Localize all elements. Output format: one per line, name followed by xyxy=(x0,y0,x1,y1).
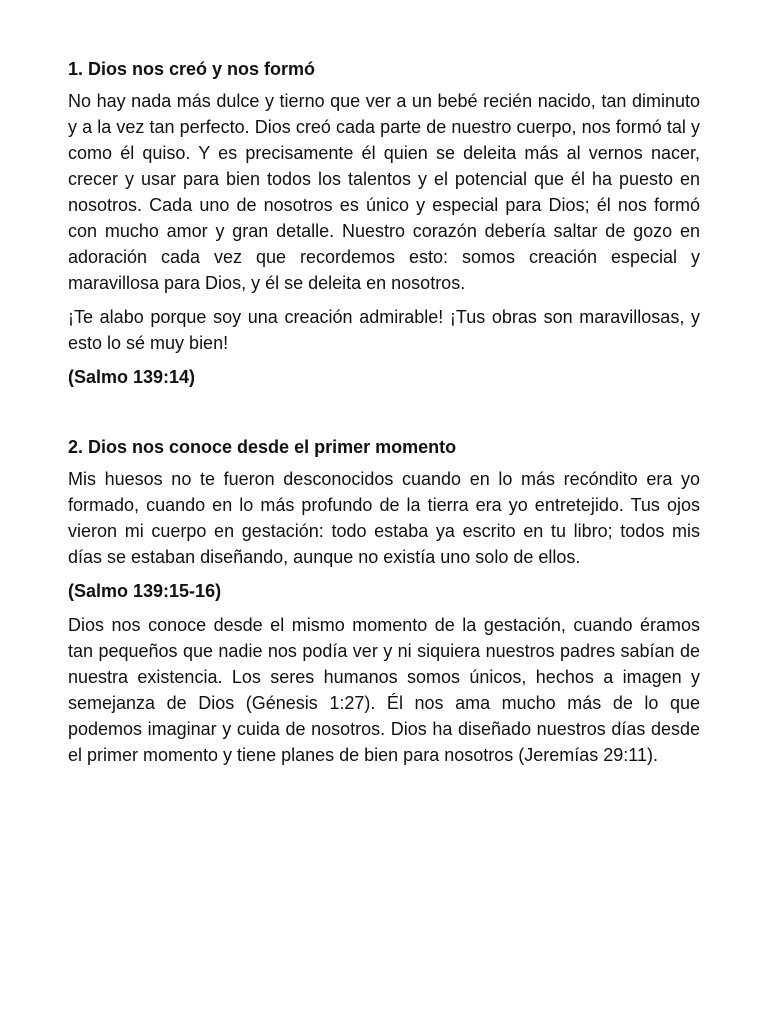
section-2-paragraph: Dios nos conoce desde el mismo momento de la gestación, cuando éramos tan pequeños que nadie nos podía ver y ni siquiera nuestros padres sabían de nuestra existencia. Los seres humanos somos únicos, hechos a imagen y semejanza de Dios (Génesis 1:27). Él nos ama mucho más de lo que podemos imaginar y cuida de nosotros. Dios ha diseñado nuestros días desde el primer momento y tiene planes de bien para nosotros (Jeremías 29:11). xyxy=(68,615,700,765)
document-page xyxy=(68,56,700,776)
section-1-heading: 1. Dios nos creó y nos formó xyxy=(68,59,316,79)
section-1-reference: (Salmo 139:14) xyxy=(68,367,196,387)
section-1 xyxy=(68,56,700,390)
section-1-quote: ¡Te alabo porque soy una creación admirable! ¡Tus obras son maravillosas, y esto lo sé muy bien! xyxy=(68,307,700,353)
section-1-paragraph: No hay nada más dulce y tierno que ver a un bebé recién nacido, tan diminuto y a la vez tan perfecto. Dios creó cada parte de nuestro cuerpo, nos formó tal y como él quiso. Y es precisamente él quien se deleita más al vernos nacer, crecer y usar para bien todos los talentos y el potencial que él ha puesto en nosotros. Cada uno de nosotros es único y especial para Dios; él nos formó con mucho amor y gran detalle. Nuestro corazón debería saltar de gozo en adoración cada vez que recordemos esto: somos creación especial y maravillosa para Dios, y él se deleita en nosotros. xyxy=(68,91,700,293)
section-2-quote: Mis huesos no te fueron desconocidos cuando en lo más recóndito era yo formado, cuando en lo más profundo de la tierra era yo entretejido. Tus ojos vieron mi cuerpo en gestación: todo estaba ya escrito en tu libro; todos mis días se estaban diseñando, aunque no existía uno solo de ellos. xyxy=(68,469,700,567)
section-2-reference: (Salmo 139:15-16) xyxy=(68,581,222,601)
section-divider-space xyxy=(68,398,700,434)
section-2 xyxy=(68,434,700,768)
section-2-heading: 2. Dios nos conoce desde el primer momento xyxy=(68,437,457,457)
